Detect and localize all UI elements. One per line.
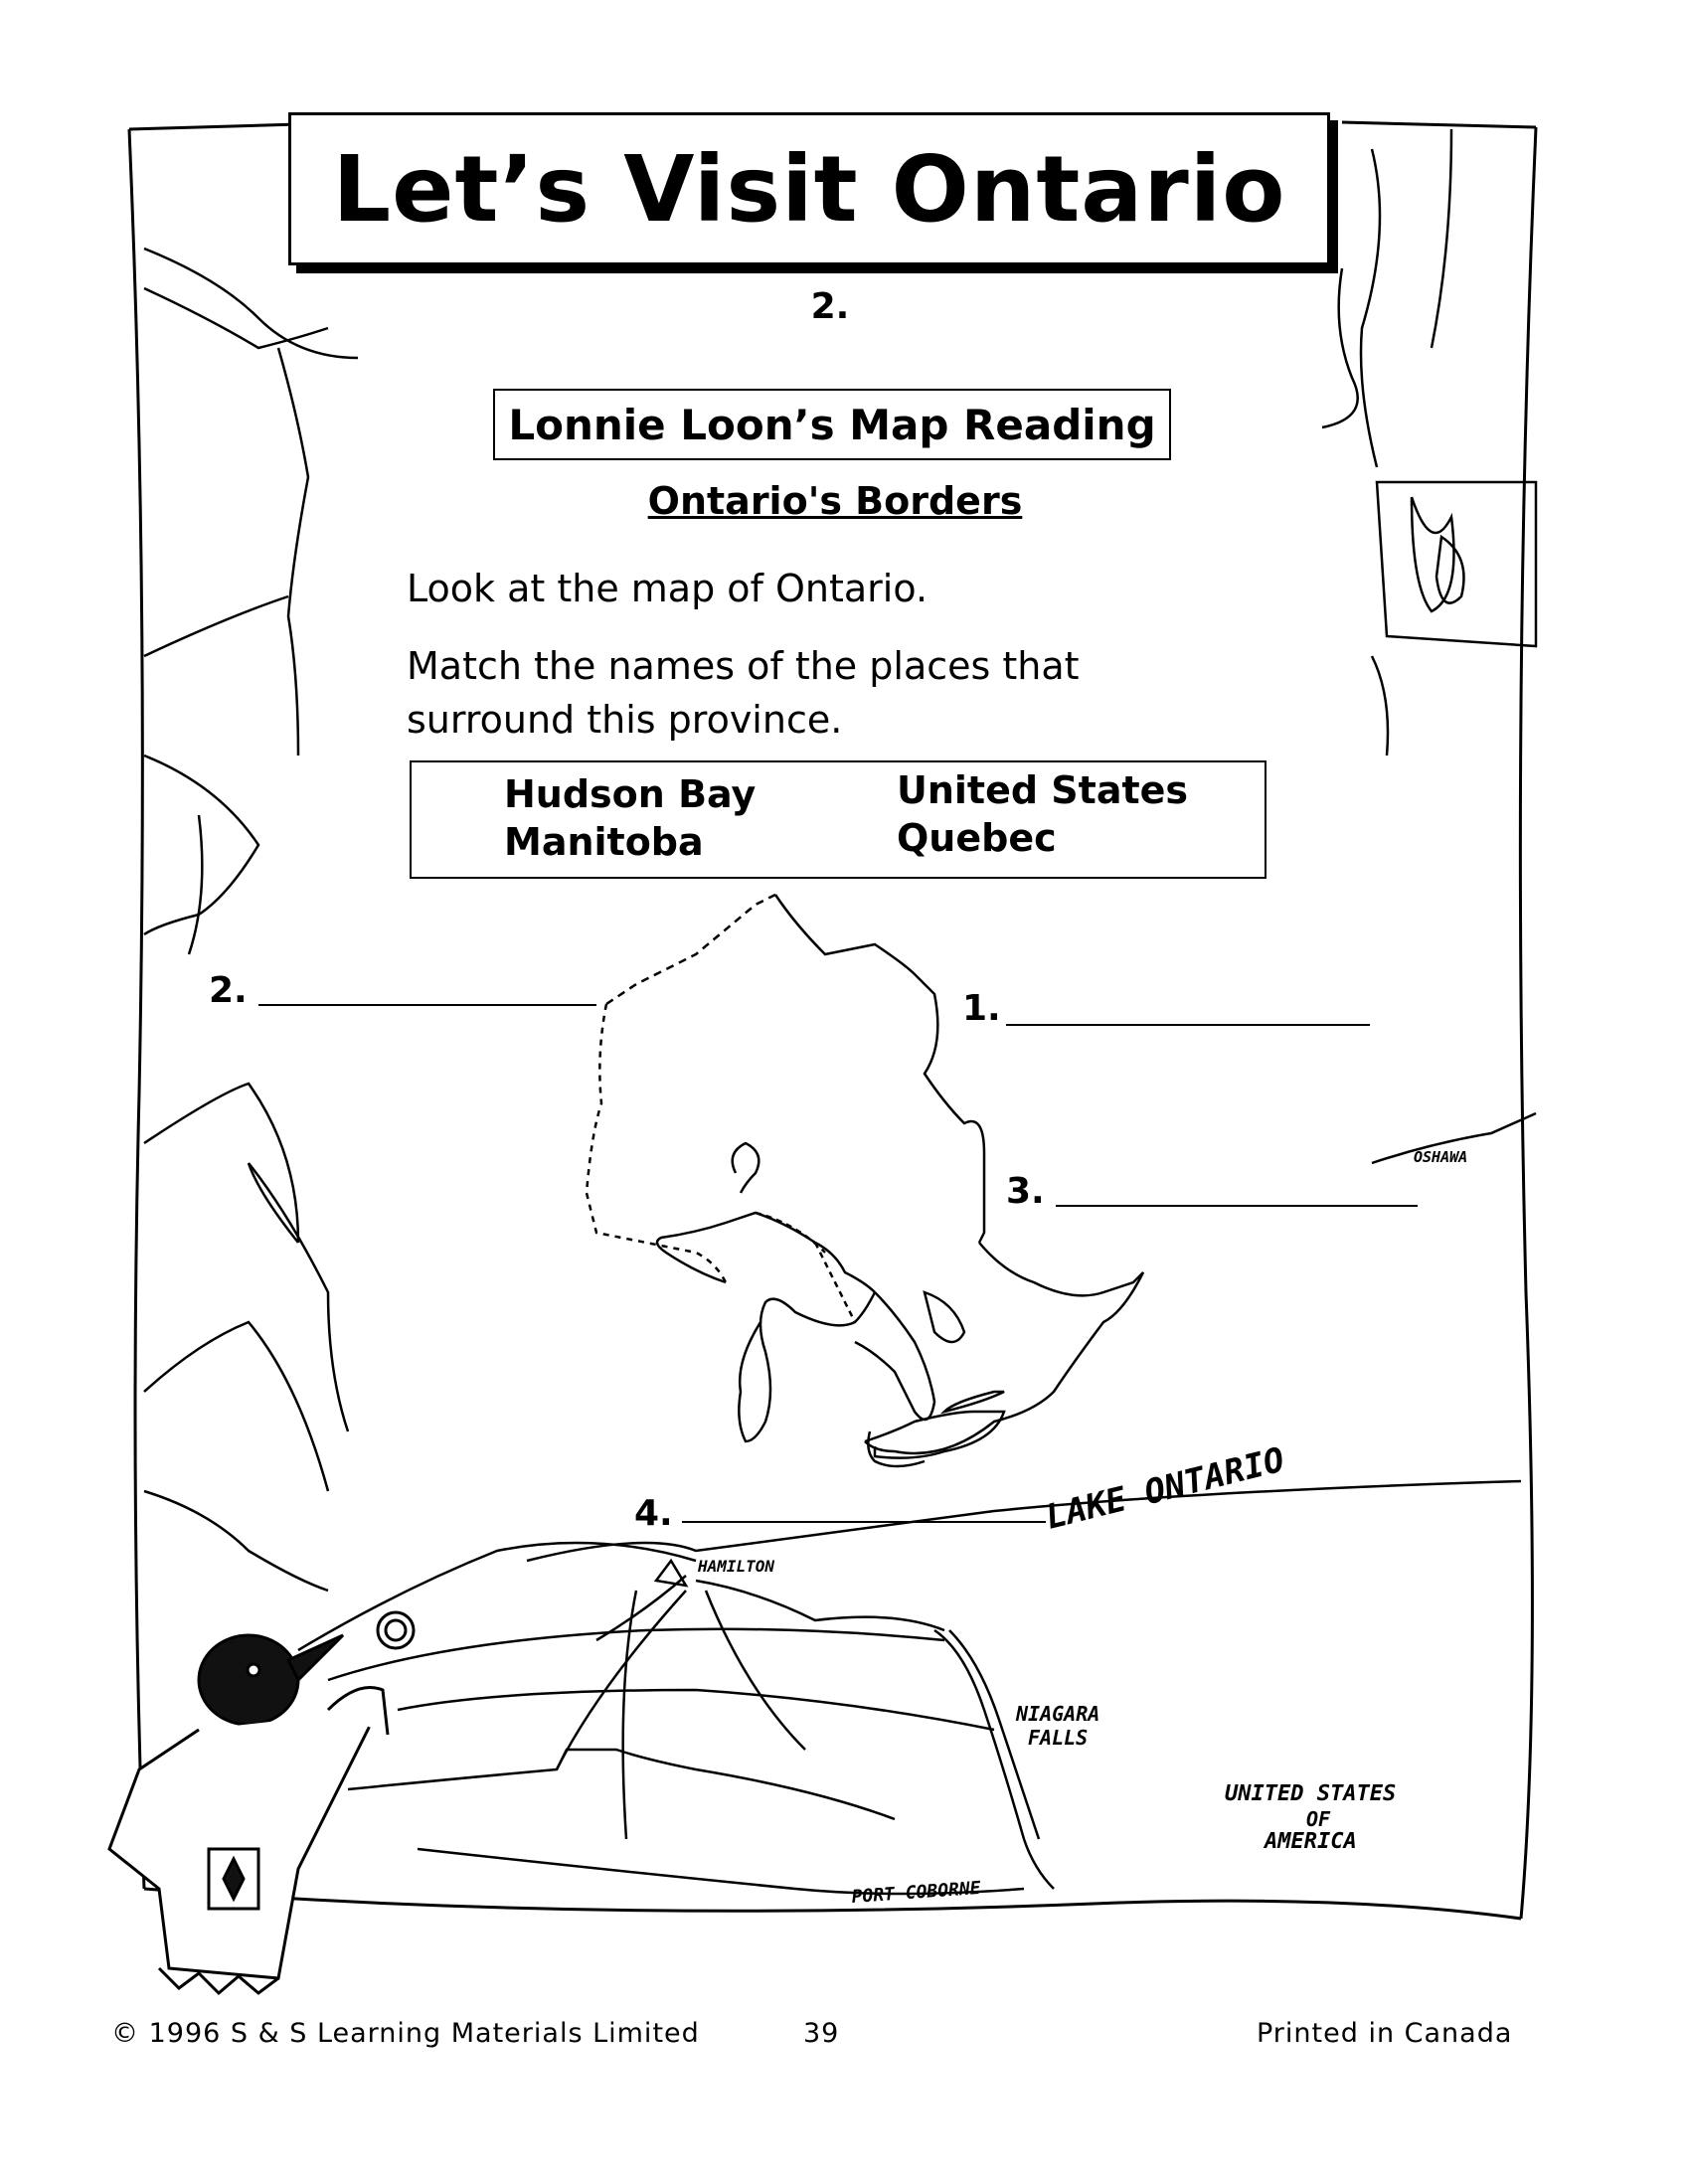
answer-1-blank[interactable] bbox=[1006, 1024, 1370, 1026]
ontario-outline bbox=[587, 895, 1143, 1466]
footer-printed: Printed in Canada bbox=[1257, 2018, 1513, 2049]
word-bank-item: Hudson Bay bbox=[504, 772, 757, 816]
answer-3-blank[interactable] bbox=[1056, 1205, 1418, 1207]
section-title: Ontario's Borders bbox=[647, 479, 1023, 523]
title-banner bbox=[288, 112, 1330, 265]
word-bank bbox=[410, 760, 1266, 879]
answer-4-blank[interactable] bbox=[682, 1521, 1046, 1523]
word-bank-item: Quebec bbox=[897, 816, 1057, 860]
oshawa-label: OSHAWA bbox=[1414, 1148, 1468, 1166]
niagara-falls-label-line-1: NIAGARA bbox=[1016, 1702, 1100, 1726]
instruction-2-line-1: Match the names of the places that bbox=[407, 644, 1080, 688]
answer-2-label: 2. bbox=[209, 970, 248, 1011]
lonnie-loon-drawing bbox=[109, 1612, 414, 1993]
hamilton-label: HAMILTON bbox=[698, 1557, 775, 1576]
usa-label-line-3: AMERICA bbox=[1265, 1829, 1357, 1854]
answer-3-label: 3. bbox=[1006, 1171, 1045, 1212]
niagara-falls-label-line-2: FALLS bbox=[1028, 1726, 1089, 1750]
usa-label-line-2: OF bbox=[1306, 1807, 1331, 1831]
page-marker: 2. bbox=[810, 286, 850, 327]
port-colborne-label: PORT COBORNE bbox=[851, 1877, 982, 1908]
footer-copyright: © 1996 S & S Learning Materials Limited bbox=[111, 2018, 700, 2049]
road-lines-right bbox=[1322, 129, 1536, 1163]
word-bank-item: Manitoba bbox=[504, 820, 704, 864]
instruction-1: Look at the map of Ontario. bbox=[407, 567, 928, 610]
activity-heading: Lonnie Loon’s Map Reading bbox=[508, 400, 1156, 449]
answer-4-label: 4. bbox=[634, 1493, 673, 1534]
footer-page-number: 39 bbox=[803, 2018, 840, 2049]
page-title: Let’s Visit Ontario bbox=[332, 135, 1286, 243]
instruction-2-line-2: surround this province. bbox=[407, 698, 843, 742]
word-bank-item: United States bbox=[897, 768, 1189, 812]
answer-2-blank[interactable] bbox=[258, 1004, 596, 1006]
lake-ontario-label: LAKE ONTARIO bbox=[1042, 1439, 1289, 1538]
activity-heading-box bbox=[493, 389, 1171, 460]
answer-1-label: 1. bbox=[962, 988, 1001, 1029]
usa-label-line-1: UNITED STATES bbox=[1225, 1781, 1397, 1806]
